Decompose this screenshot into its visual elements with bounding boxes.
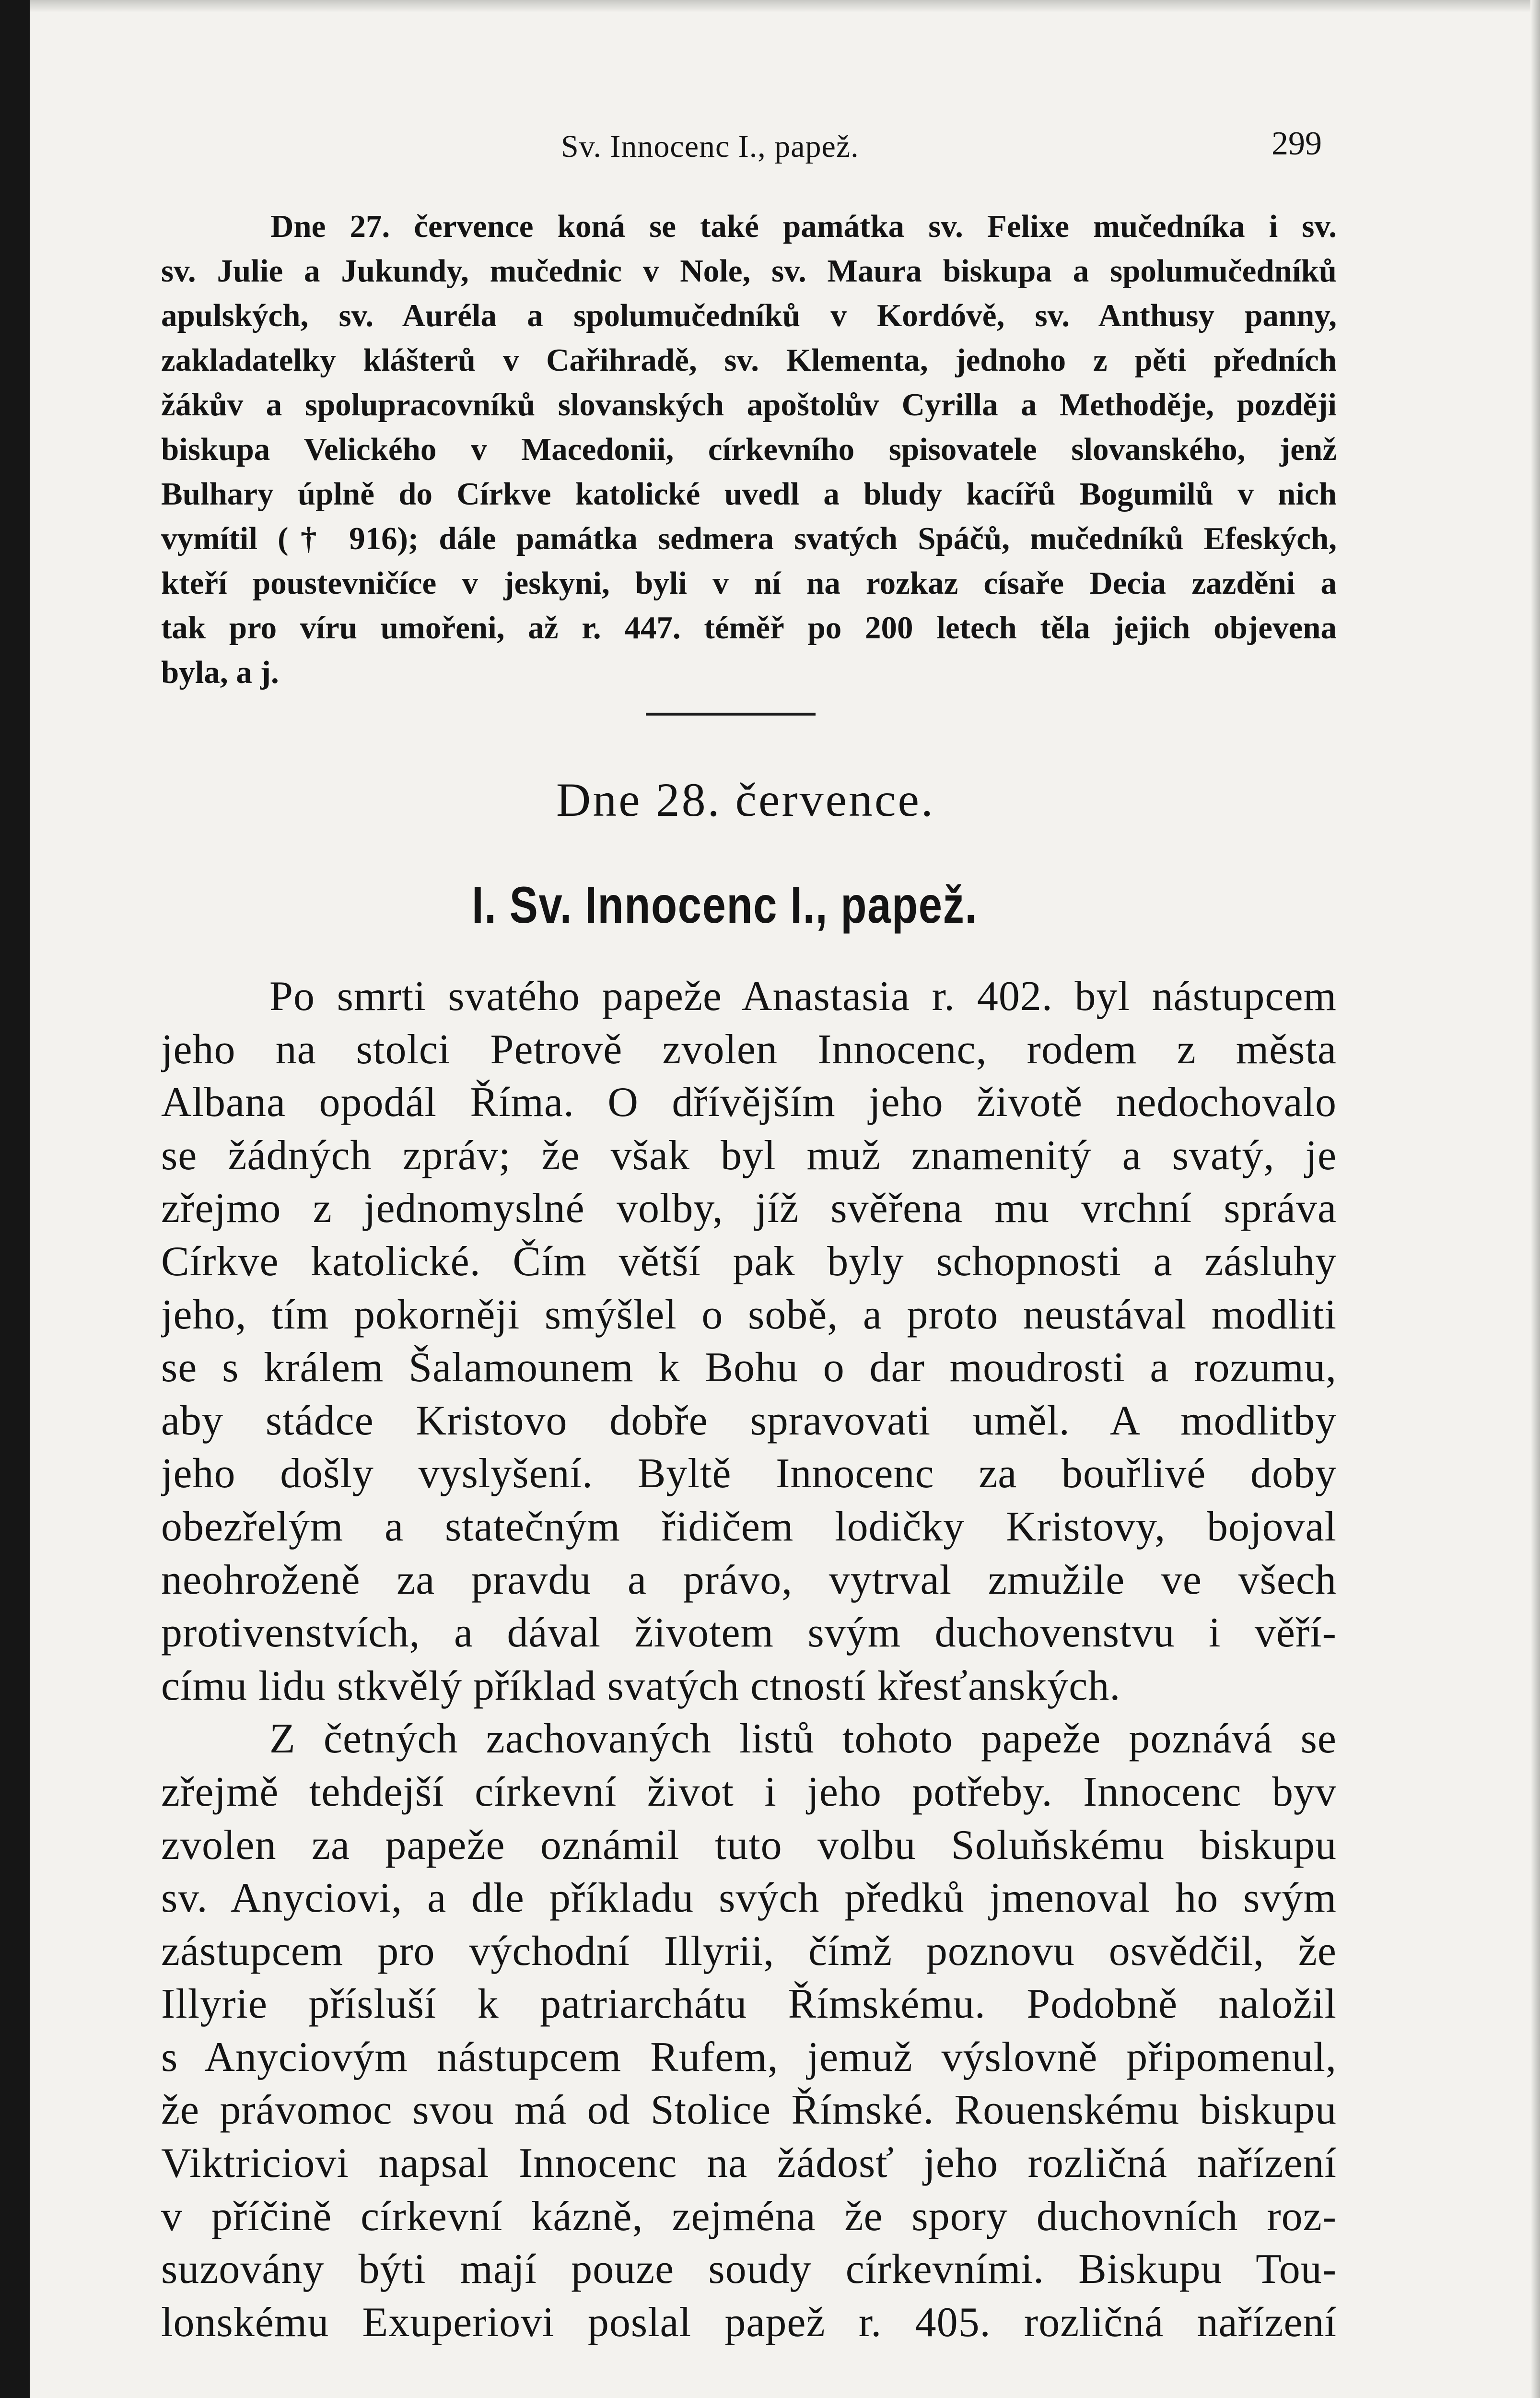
preceding-entry-line: zakladatelky klášterů v Cařihradě, sv. Klementa, jednoho z pěti předních	[161, 342, 1337, 378]
body-line: címu lidu stkvělý příklad svatých ctností křesťanských.	[161, 1662, 1121, 1709]
body-line: zvolen za papeže oznámil tuto volbu Soluňskému biskupu	[161, 1822, 1337, 1869]
body-line: v příčině církevní kázně, zejména že spory duchovních roz-	[161, 2193, 1337, 2240]
preceding-entry-line: sv. Julie a Jukundy, mučednic v Nole, sv. Maura biskupa a spolumučedníků	[161, 253, 1337, 289]
saint-heading: I. Sv. Innocenc I., papež.	[472, 876, 978, 934]
body-line: zástupcem pro východní Illyrii, čímž poznovu osvědčil, že	[161, 1928, 1337, 1975]
body-line: lonskému Exuperiovi poslal papež r. 405. rozličná nařízení	[161, 2299, 1337, 2346]
preceding-entry-line: Bulhary úplně do Církve katolické uvedl a bludy kacířů Bogumilů v nich	[161, 476, 1337, 512]
page-number: 299	[1272, 125, 1322, 162]
preceding-entry-line: apulských, sv. Auréla a spolumučedníků v Kordóvě, sv. Anthusy panny,	[161, 298, 1337, 333]
preceding-entry-line: tak pro víru umořeni, až r. 447. téměř po 200 letech těla jejich objevena	[161, 610, 1337, 646]
body-line: se žádných zpráv; že však byl muž znamenitý a svatý, je	[161, 1132, 1337, 1179]
body-line: Církve katolické. Čím větší pak byly schopnosti a zásluhy	[161, 1238, 1337, 1285]
body-line: jeho na stolci Petrově zvolen Innocenc, rodem z města	[161, 1026, 1337, 1073]
body-line: aby stádce Kristovo dobře spravovati uměl. A modlitby	[161, 1397, 1337, 1444]
preceding-entry-paragraph	[161, 204, 1337, 695]
preceding-entry-line: Dne 27. července koná se také památka sv. Felixe mučedníka i sv.	[270, 209, 1337, 244]
body-line: obezřelým a statečným řidičem lodičky Kristovy, bojoval	[161, 1503, 1337, 1550]
body-line: neohroženě za pravdu a právo, vytrval zmužile ve všech	[161, 1556, 1337, 1603]
body-line: se s králem Šalamounem k Bohu o dar moudrosti a rozumu,	[161, 1344, 1337, 1391]
preceding-entry-line: byla, a j.	[161, 655, 279, 690]
body-line: jeho, tím pokorněji smýšlel o sobě, a proto neustával modliti	[161, 1291, 1337, 1338]
body-line: jeho došly vyslyšení. Byltě Innocenc za bouřlivé doby	[161, 1450, 1337, 1497]
body-line: zřejmě tehdejší církevní život i jeho potřeby. Innocenc byv	[161, 1768, 1337, 1815]
preceding-entry-line: žákův a spolupracovníků slovanských apoštolův Cyrilla a Methoděje, později	[161, 387, 1337, 423]
body-line: Viktriciovi napsal Innocenc na žádosť jeho rozličná nařízení	[161, 2140, 1337, 2187]
preceding-entry-line: kteří poustevničíce v jeskyni, byli v ní na rozkaz císaře Decia zazděni a	[161, 565, 1337, 601]
section-divider	[646, 713, 816, 716]
body-text	[161, 970, 1337, 2349]
preceding-entry-line: biskupa Velického v Macedonii, církevního spisovatele slovanského, jenž	[161, 432, 1337, 467]
preceding-entry-line: vymítil († 916); dále památka sedmera svatých Spáčů, mučedníků Efeských,	[161, 521, 1337, 556]
running-title: Sv. Innocenc I., papež.	[561, 129, 859, 164]
body-line: zřejmo z jednomyslné volby, jíž svěřena mu vrchní správa	[161, 1185, 1337, 1232]
body-line: s Anyciovým nástupcem Rufem, jemuž výslovně připomenul,	[161, 2034, 1337, 2081]
body-line: suzovány býti mají pouze soudy církevními. Biskupu Tou-	[161, 2246, 1337, 2293]
body-line: sv. Anyciovi, a dle příkladu svých předků jmenoval ho svým	[161, 1875, 1337, 1922]
body-line: Z četných zachovaných listů tohoto papeže poznává se	[269, 1716, 1337, 1763]
body-line: Po smrti svatého papeže Anastasia r. 402. byl nástupcem	[269, 973, 1337, 1020]
day-heading: Dne 28. července.	[556, 773, 935, 826]
body-line: Illyrie přísluší k patriarchátu Římskému. Podobně naložil	[161, 1981, 1337, 2028]
body-line: Albana opodál Říma. O dřívějším jeho životě nedochovalo	[161, 1079, 1337, 1126]
body-line: protivenstvích, a dával životem svým duchovenstvu i věří-	[161, 1610, 1337, 1657]
body-line: že právomoc svou má od Stolice Římské. Rouenskému biskupu	[161, 2087, 1337, 2134]
